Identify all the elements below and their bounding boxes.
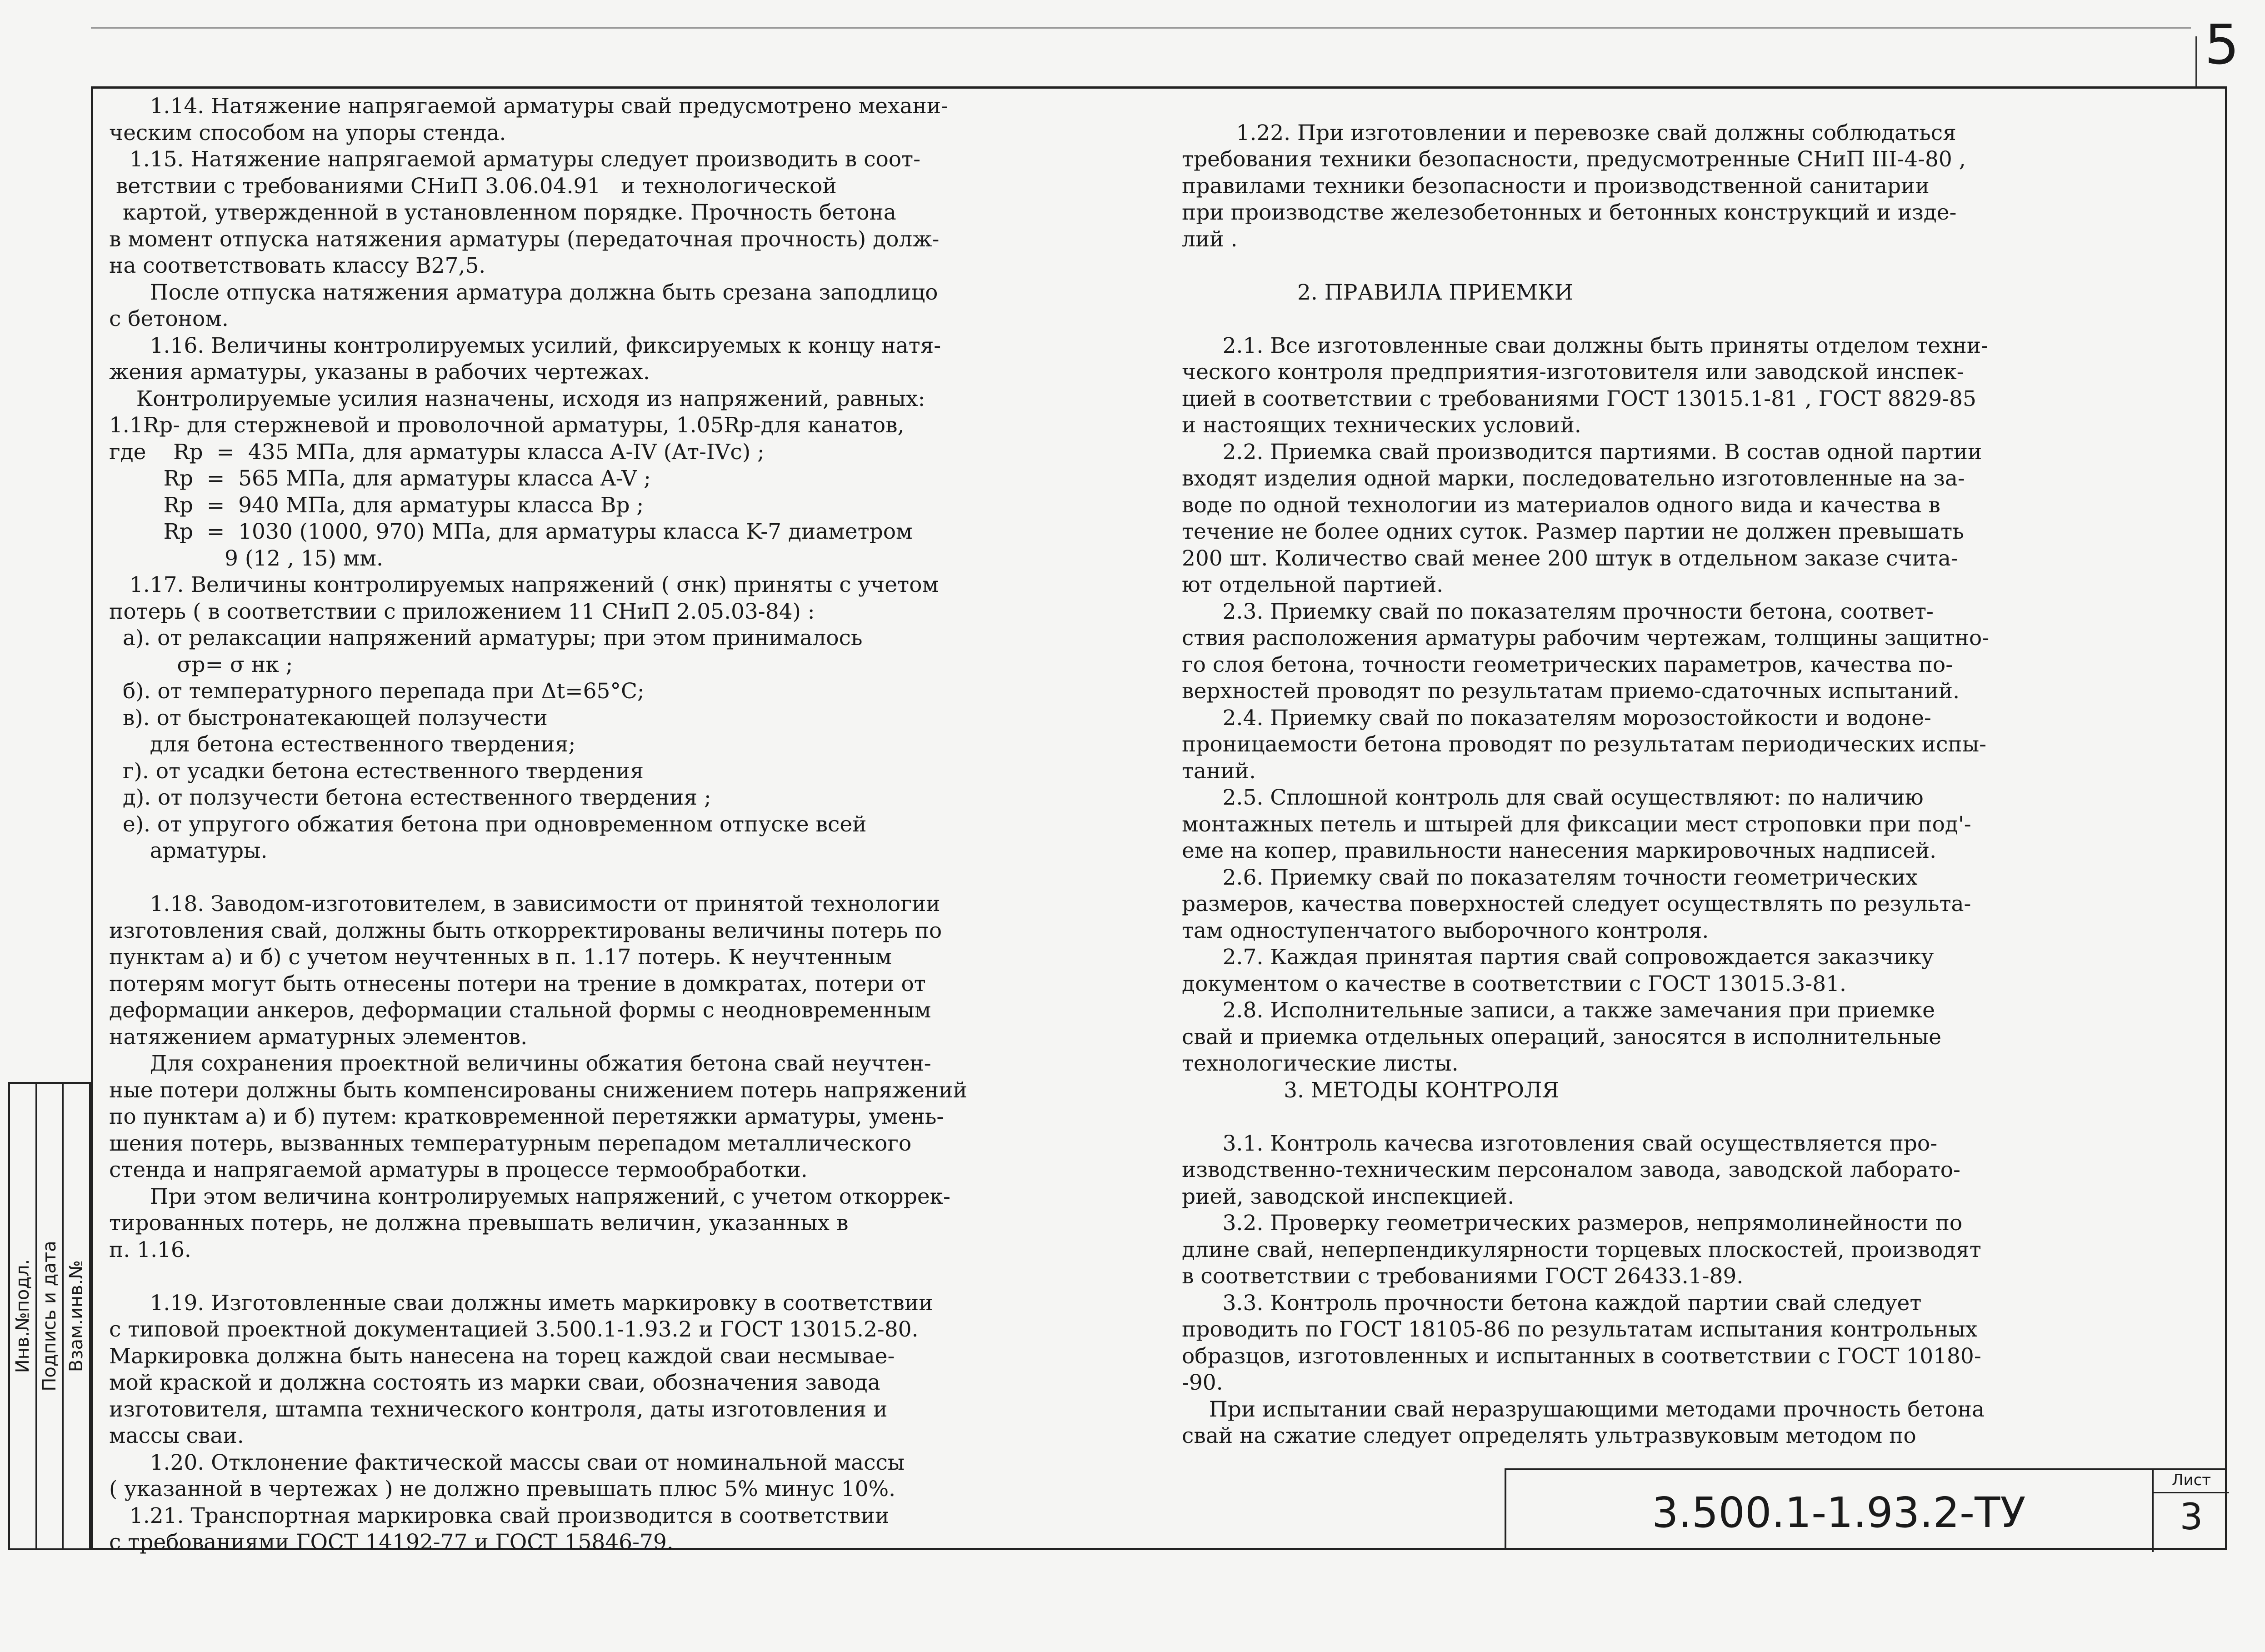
left-column-line: ные потери должны быть компенсированы снижением потерь напряжений (109, 1077, 967, 1103)
left-column-line: 1.19. Изготовленные сваи должны иметь маркировку в соответствии (109, 1290, 933, 1316)
right-column-line: длине свай, неперпендикулярности торцевых плоскостей, производят (1182, 1237, 1981, 1262)
right-column-line: проницаемости бетона проводят по результатам периодических испы- (1182, 732, 1987, 757)
left-column-line: тированных потерь, не должна превышать величин, указанных в (109, 1211, 849, 1236)
right-column-line: ют отдельной партией. (1182, 572, 1444, 597)
right-column-line: входят изделия одной марки, последовательно изготовленные на за- (1182, 466, 1965, 491)
left-column-line: с типовой проектной документацией 3.500.1-1.93.2 и ГОСТ 13015.2-80. (109, 1317, 919, 1342)
right-column-line: технологические листы. (1182, 1051, 1459, 1076)
left-column-line: 1.20. Отклонение фактической массы сваи от номинальной массы (109, 1450, 905, 1475)
left-column-line: После отпуска натяжения арматура должна быть срезана заподлицо (109, 280, 938, 305)
left-column-line: 1.17. Величины контролируемых напряжений ( σнк) приняты с учетом (109, 572, 939, 597)
left-column-line: 1.21. Транспортная маркировка свай производится в соответствии (109, 1503, 890, 1528)
right-column-line: 3.1. Контроль качесва изготовления свай осуществляется про- (1182, 1131, 1938, 1156)
right-column-line: таний. (1182, 758, 1256, 784)
left-column-line: б). от температурного перепада при Δt=65°C; (109, 679, 645, 704)
right-column-line: требования техники безопасности, предусмотренные СНиП III-4-80 , (1182, 147, 1966, 172)
side-stamp-inv-podl-label: Инв.№подл. (12, 1259, 33, 1373)
left-column-line: п. 1.16. (109, 1237, 191, 1262)
left-column-line: пунктам а) и б) с учетом неучтенных в п. 1.17 потерь. К неучтенным (109, 945, 892, 970)
right-column-line: проводить по ГОСТ 18105-86 по результатам испытания контрольных (1182, 1317, 1978, 1342)
right-column-line: 200 шт. Количество свай менее 200 штук в отдельном заказе счита- (1182, 546, 1958, 571)
left-column-line: а). от релаксации напряжений арматуры; при этом принималось (109, 626, 863, 651)
right-column-line: монтажных петель и штырей для фиксации мест строповки при под'- (1182, 811, 1971, 837)
right-column-line: цией в соответствии с требованиями ГОСТ 13015.1-81 , ГОСТ 8829-85 (1182, 386, 1976, 411)
left-column-line: где Rp = 435 МПа, для арматуры класса A-IV (Aт-IVc) ; (109, 439, 765, 465)
right-column-line: 2.6. Приемку свай по показателям точности геометрических (1182, 865, 1918, 890)
left-column-line: Rp = 940 МПа, для арматуры класса Bp ; (109, 492, 644, 518)
left-column-line: Маркировка должна быть нанесена на торец каждой сваи несмывае- (109, 1343, 895, 1369)
left-column-line: натяжением арматурных элементов. (109, 1024, 528, 1050)
left-column-line: с бетоном. (109, 306, 229, 331)
side-stamp (8, 1082, 91, 1550)
left-column-line: массы сваи. (109, 1423, 244, 1448)
left-column-line: Rp = 565 МПа, для арматуры класса A-V ; (109, 466, 651, 491)
left-column-line: на соответствовать классу B27,5. (109, 253, 486, 278)
left-column-line: жения арматуры, указаны в рабочих чертежах. (109, 360, 650, 385)
left-column-line: изготовителя, штампа технического контроля, даты изготовления и (109, 1397, 888, 1422)
left-column-line: в момент отпуска натяжения арматуры (передаточная прочность) долж- (109, 226, 940, 252)
right-column-line: ствия расположения арматуры рабочим чертежам, толщины защитно- (1182, 626, 1990, 651)
left-column-line: Для сохранения проектной величины обжатия бетона свай неучтен- (109, 1051, 931, 1076)
right-column-line: 3.3. Контроль прочности бетона каждой партии свай следует (1182, 1290, 1922, 1316)
right-column-line: правилами техники безопасности и производственной санитарии (1182, 173, 1930, 199)
left-column-line: шения потерь, вызванных температурным перепадом металлического (109, 1131, 912, 1156)
left-column-line: е). от упругого обжатия бетона при одновременном отпуске всей (109, 811, 867, 837)
left-column-line: 1.14. Натяжение напрягаемой арматуры свай предусмотрено механи- (109, 94, 949, 119)
right-column-line: 2. ПРАВИЛА ПРИЕМКИ (1182, 280, 1573, 305)
left-column-line: с требованиями ГОСТ 14192-77 и ГОСТ 15846-79. (109, 1530, 674, 1555)
right-column-line: документом о качестве в соответствии с ГОСТ 13015.3-81. (1182, 971, 1846, 996)
side-stamp-podpis-data-label: Подпись и дата (39, 1241, 60, 1392)
left-column-line: ( указанной в чертежах ) не должно превышать плюс 5% минус 10%. (109, 1477, 896, 1502)
document-code: 3.500.1-1.93.2-ТУ (1652, 1488, 2026, 1537)
left-column-line: При этом величина контролируемых напряжений, с учетом откоррек- (109, 1184, 950, 1209)
left-column-line: 1.16. Величины контролируемых усилий, фиксируемых к концу натя- (109, 333, 941, 358)
left-column-line (109, 865, 1186, 891)
right-column-line: 3.2. Проверку геометрических размеров, непрямолинейности по (1182, 1211, 1963, 1236)
right-column-line: и настоящих технических условий. (1182, 413, 1581, 438)
right-column-line (1182, 306, 2223, 333)
right-column-line: 1.22. При изготовлении и перевозке свай должны соблюдаться (1182, 120, 1956, 145)
right-column-line: при производстве железобетонных и бетонных конструкций и изде- (1182, 200, 1957, 225)
right-column-line: 2.1. Все изготовленные сваи должны быть приняты отделом техни- (1182, 333, 1988, 358)
page-number: 5 (2205, 14, 2240, 77)
right-column-line: лий . (1182, 226, 1238, 252)
page-number-rule (2195, 36, 2197, 86)
right-column-line: ческого контроля предприятия-изготовителя или заводской инспек- (1182, 360, 1964, 385)
side-stamp-vzam-inv (64, 1084, 89, 1548)
left-column-line: по пунктам а) и б) путем: кратковременной перетяжки арматуры, умень- (109, 1104, 944, 1129)
sheet-box (2152, 1468, 2229, 1552)
left-column-line: 1.18. Заводом-изготовителем, в зависимости от принятой технологии (109, 891, 940, 916)
right-column-line: образцов, изготовленных и испытанных в соответствии с ГОСТ 10180- (1182, 1343, 1981, 1369)
right-column-line: размеров, качества поверхностей следует осуществлять по результа- (1182, 891, 1971, 916)
left-column-line: потерь ( в соответствии с приложением 11 СНиП 2.05.03-84) : (109, 599, 815, 624)
left-column-line: д). от ползучести бетона естественного твердения ; (109, 785, 711, 810)
right-column-line (1182, 1104, 2223, 1131)
right-column-line: верхностей проводят по результатам приемо-сдаточных испытаний. (1182, 679, 1960, 704)
right-column-line: свай на сжатие следует определять ультразвуковым методом по (1182, 1423, 1916, 1448)
right-column-line: го слоя бетона, точности геометрических параметров, качества по- (1182, 652, 1953, 677)
right-column-line: 3. МЕТОДЫ КОНТРОЛЯ (1182, 1077, 1560, 1103)
left-text-column (109, 93, 1186, 1556)
left-column-line: потерям могут быть отнесены потери на трение в домкратах, потери от (109, 971, 926, 996)
right-column-line: течение не более одних суток. Размер партии не должен превышать (1182, 519, 1964, 544)
right-column-line (1182, 93, 2223, 120)
left-column-line: арматуры. (109, 838, 268, 863)
right-column-line: 2.7. Каждая принятая партия свай сопровождается заказчику (1182, 945, 1934, 970)
right-column-line (1182, 253, 2223, 280)
left-column-line: для бетона естественного твердения; (109, 732, 576, 757)
right-column-line: там одноступенчатого выборочного контроля. (1182, 918, 1709, 943)
left-column-line: 1.15. Натяжение напрягаемой арматуры следует производить в соот- (109, 147, 920, 172)
right-column-line: в соответствии с требованиями ГОСТ 26433.1-89. (1182, 1264, 1744, 1289)
sheet-label: Лист (2154, 1468, 2229, 1493)
left-column-line: г). от усадки бетона естественного твердения (109, 758, 644, 784)
top-rule (91, 27, 2191, 29)
side-stamp-vzam-inv-label: Взам.инв.№ (66, 1260, 87, 1372)
right-column-line: При испытании свай неразрушающими методами прочность бетона (1182, 1397, 1985, 1422)
right-column-line: 2.8. Исполнительные записи, а также замечания при приемке (1182, 998, 1935, 1023)
left-column-line: стенда и напрягаемой арматуры в процессе термообработки. (109, 1157, 808, 1182)
right-column-line: 2.3. Приемку свай по показателям прочности бетона, соответ- (1182, 599, 1934, 624)
left-column-line (109, 1263, 1186, 1290)
sheet-number: 3 (2180, 1496, 2203, 1538)
left-column-line: Rp = 1030 (1000, 970) МПа, для арматуры класса K-7 диаметром (109, 519, 913, 544)
right-column-line: 2.2. Приемка свай производится партиями. В состав одной партии (1182, 439, 1982, 465)
left-column-line: мой краской и должна состоять из марки сваи, обозначения завода (109, 1370, 880, 1395)
right-column-line: воде по одной технологии из материалов одного вида и качества в (1182, 492, 1940, 518)
left-column-line: ческим способом на упоры стенда. (109, 120, 506, 145)
left-column-line: изготовления свай, должны быть откорректированы величины потерь по (109, 918, 942, 943)
right-column-line: рией, заводской инспекцией. (1182, 1184, 1515, 1209)
side-stamp-inv-podl (10, 1084, 37, 1548)
right-column-line: -90. (1182, 1370, 1223, 1395)
left-column-line: 1.1Rp- для стержневой и проволочной арматуры, 1.05Rp-для канатов, (109, 413, 905, 438)
right-column-line: 2.4. Приемку свай по показателям морозостойкости и водоне- (1182, 705, 1931, 731)
right-column-line: изводственно-техническим персоналом завода, заводской лаборато- (1182, 1157, 1960, 1182)
left-column-line: 9 (12 , 15) мм. (109, 546, 383, 571)
left-column-line: картой, утвержденной в установленном порядке. Прочность бетона (109, 200, 896, 225)
right-text-column (1182, 93, 2223, 1450)
left-column-line: в). от быстронатекающей ползучести (109, 705, 548, 731)
left-column-line: деформации анкеров, деформации стальной формы с неодновременным (109, 998, 931, 1023)
right-column-line: еме на копер, правильности нанесения маркировочных надписей. (1182, 838, 1937, 863)
left-column-line: ветствии с требованиями СНиП 3.06.04.91 и технологической (109, 173, 837, 199)
left-column-line: Контролируемые усилия назначены, исходя из напряжений, равных: (109, 386, 925, 411)
right-column-line: 2.5. Сплошной контроль для свай осуществляют: по наличию (1182, 785, 1924, 810)
title-block (1505, 1468, 2227, 1550)
side-stamp-podpis-data (37, 1084, 64, 1548)
left-column-line: σр= σ нк ; (109, 652, 293, 677)
right-column-line: свай и приемка отдельных операций, заносятся в исполнительные (1182, 1024, 1941, 1050)
